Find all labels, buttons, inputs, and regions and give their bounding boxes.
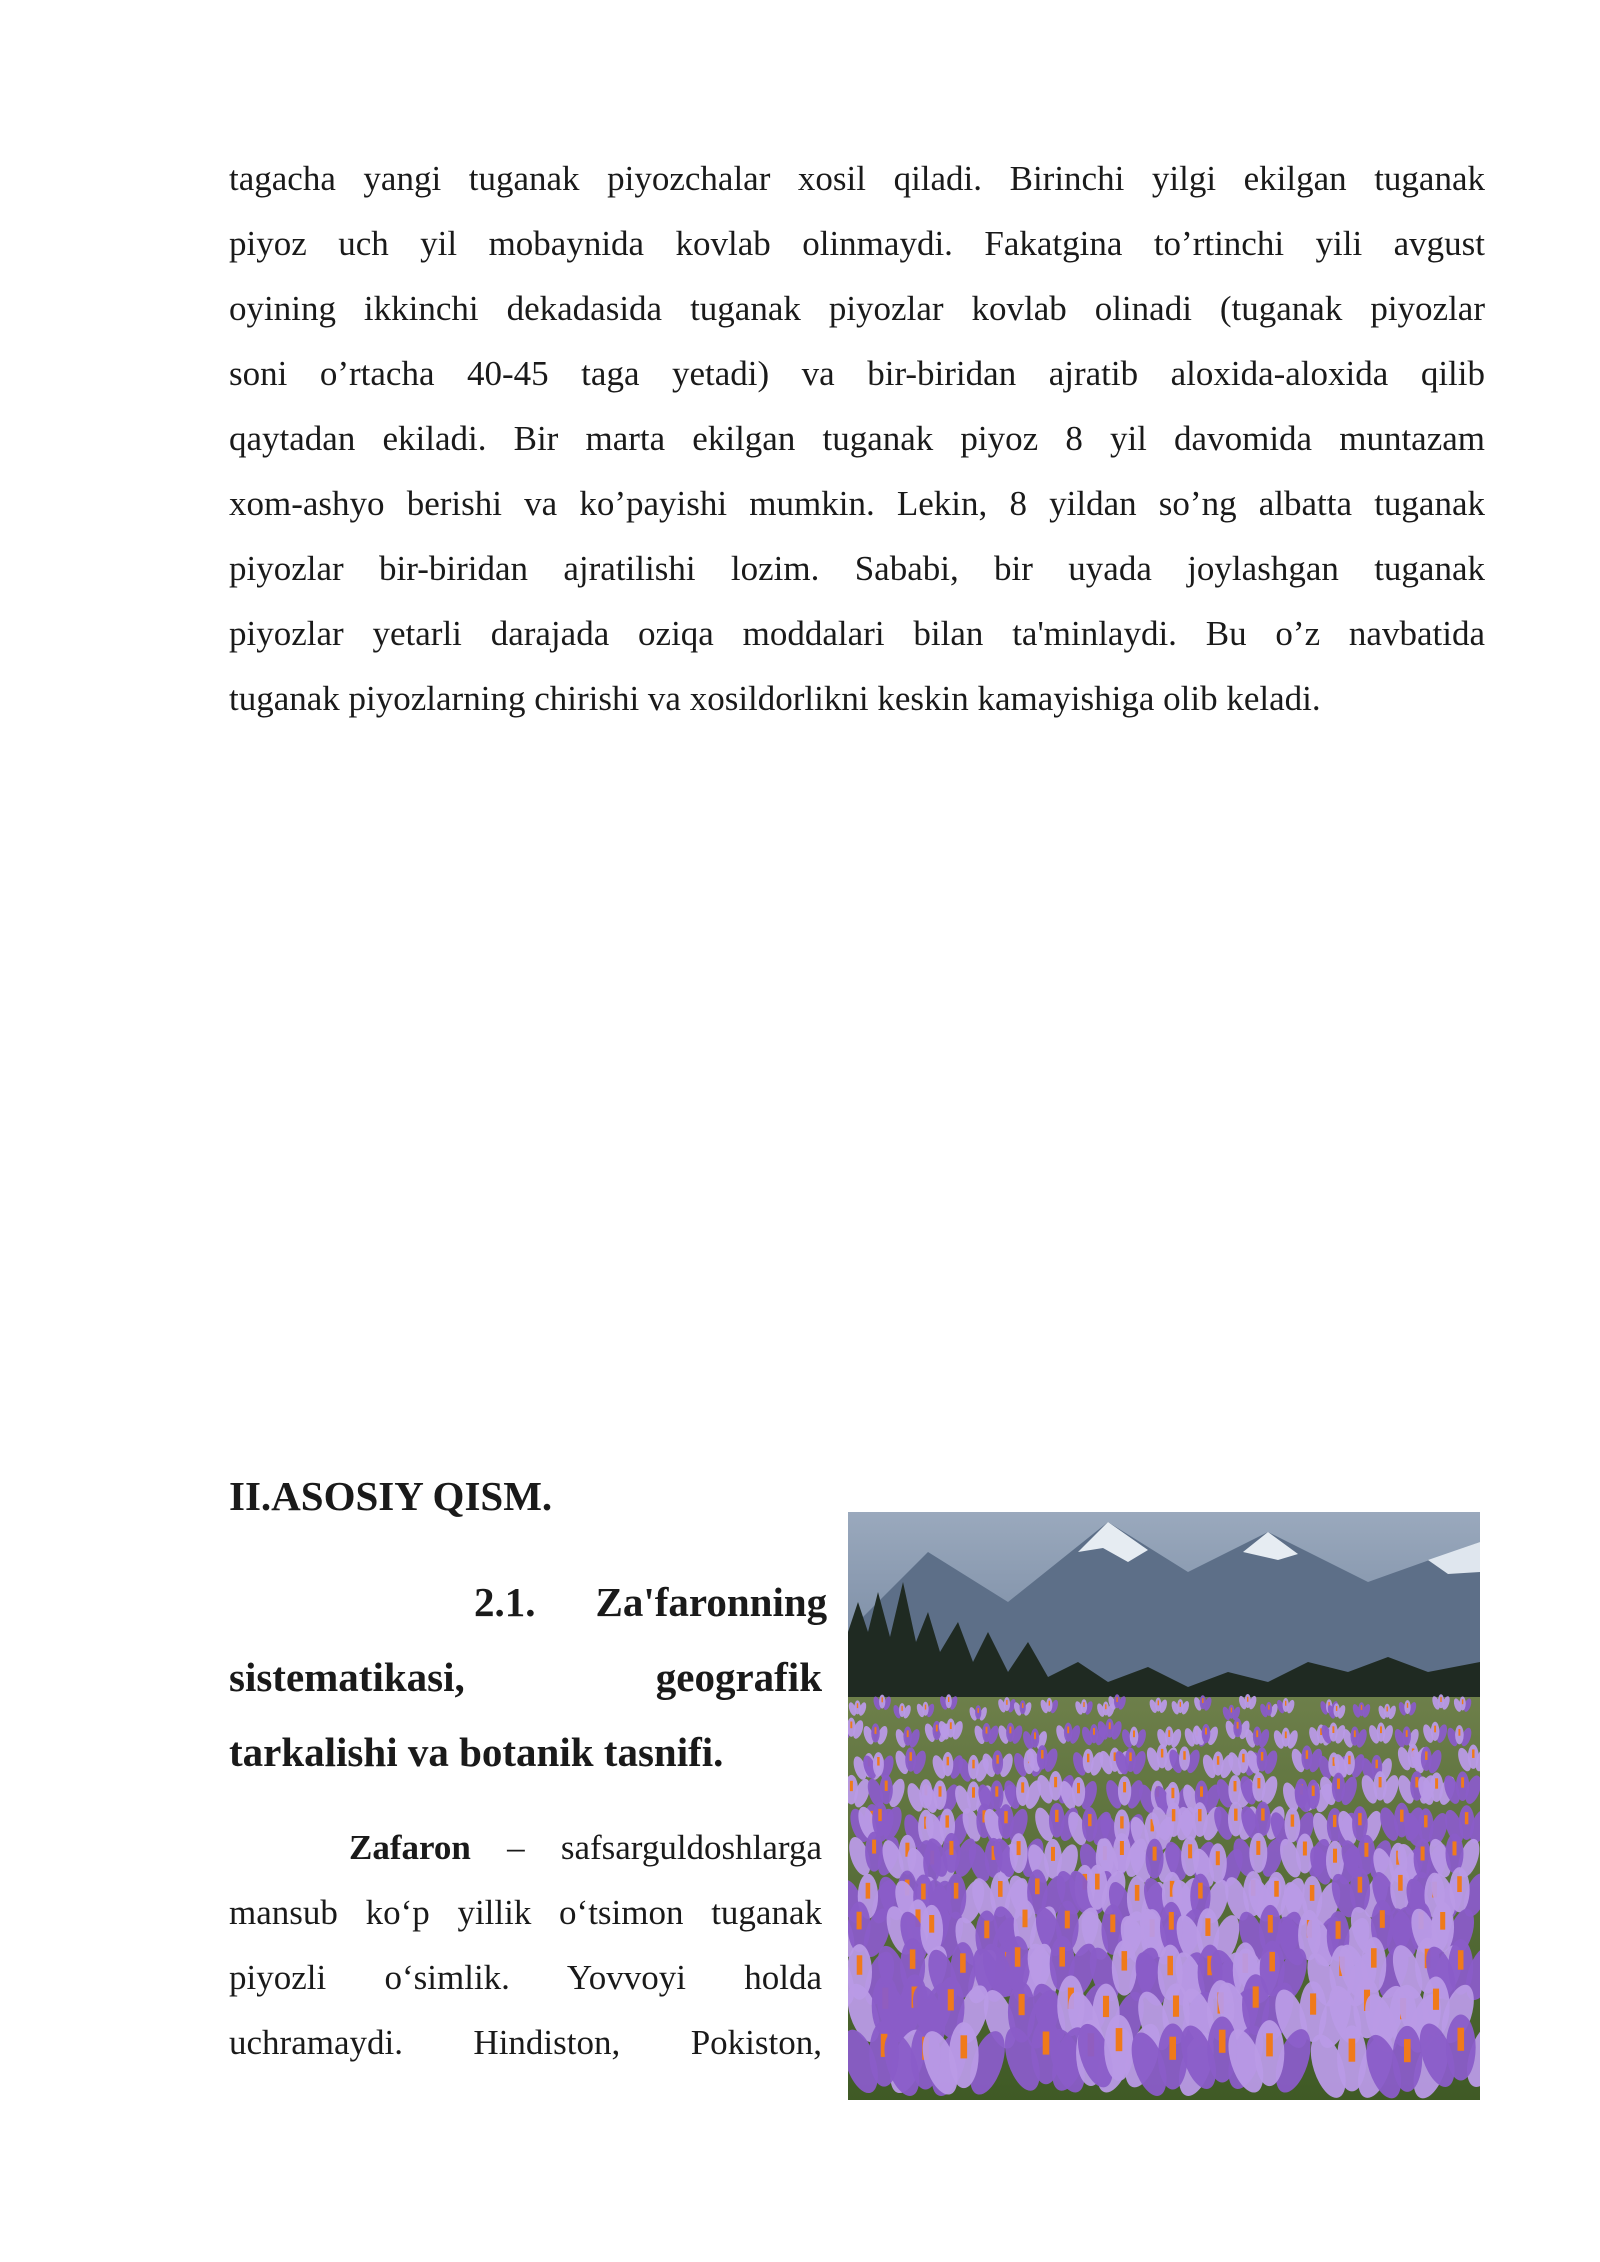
paragraph-line: tagacha yangi tuganak piyozchalar xosil qiladi. Birinchi yilgi ekilgan tuganak	[229, 159, 1485, 198]
paragraph-line: piyozli o‘simlik. Yovvoyi holda	[229, 1958, 822, 1997]
subsection-heading-line: tarkalishi va botanik tasnifi.	[229, 1729, 724, 1775]
paragraph-line: oyining ikkinchi dekadasida tuganak piyozlar kovlab olinadi (tuganak piyozlar	[229, 289, 1485, 328]
body-paragraph	[229, 146, 1485, 731]
paragraph-line: piyozlar yetarli darajada oziqa moddalari bilan ta'minlaydi. Bu o’z navbatida	[229, 614, 1485, 653]
paragraph-line: uchramaydi. Hindiston, Pokiston,	[229, 2023, 822, 2062]
paragraph-text: safsarguldoshlarga	[560, 1828, 822, 1867]
paragraph-line: qaytadan ekiladi. Bir marta ekilgan tuganak piyoz 8 yil davomida muntazam	[229, 419, 1485, 458]
paragraph-line: xom-ashyo berishi va ko’payishi mumkin. Lekin, 8 yildan so’ng albatta tuganak	[229, 484, 1485, 523]
paragraph-line: mansub ko‘p yillik o‘tsimon tuganak	[229, 1893, 822, 1932]
subsection-title-word: geografik	[655, 1654, 822, 1700]
side-paragraph	[229, 1815, 822, 2075]
subsection-title-word: Za'faronning	[595, 1579, 828, 1625]
paragraph-line	[229, 1815, 822, 1880]
paragraph-line: soni o’rtacha 40-45 taga yetadi) va bir-biridan ajratib aloxida-aloxida qilib	[229, 354, 1485, 393]
term-bold: Zafaron	[349, 1828, 471, 1867]
paragraph-line: piyoz uch yil mobaynida kovlab olinmaydi. Fakatgina to’rtinchi yili avgust	[229, 224, 1485, 263]
subsection-heading-line	[229, 1565, 828, 1640]
paragraph-line: tuganak piyozlarning chirishi va xosildorlikni keskin kamayishiga olib keladi.	[229, 679, 1321, 718]
subsection-title-word: sistematikasi,	[229, 1654, 465, 1700]
crocus-field-photo	[848, 1512, 1480, 2100]
subsection-heading	[229, 1565, 828, 1790]
section-heading: II.ASOSIY QISM.	[229, 1473, 553, 1519]
paragraph-line: piyozlar bir-biridan ajratilishi lozim. Sababi, bir uyada joylashgan tuganak	[229, 549, 1485, 588]
dash: –	[507, 1828, 525, 1867]
crocus-field-illustration	[848, 1512, 1480, 2100]
subsection-number: 2.1.	[474, 1579, 536, 1625]
subsection-heading-line	[229, 1640, 822, 1715]
